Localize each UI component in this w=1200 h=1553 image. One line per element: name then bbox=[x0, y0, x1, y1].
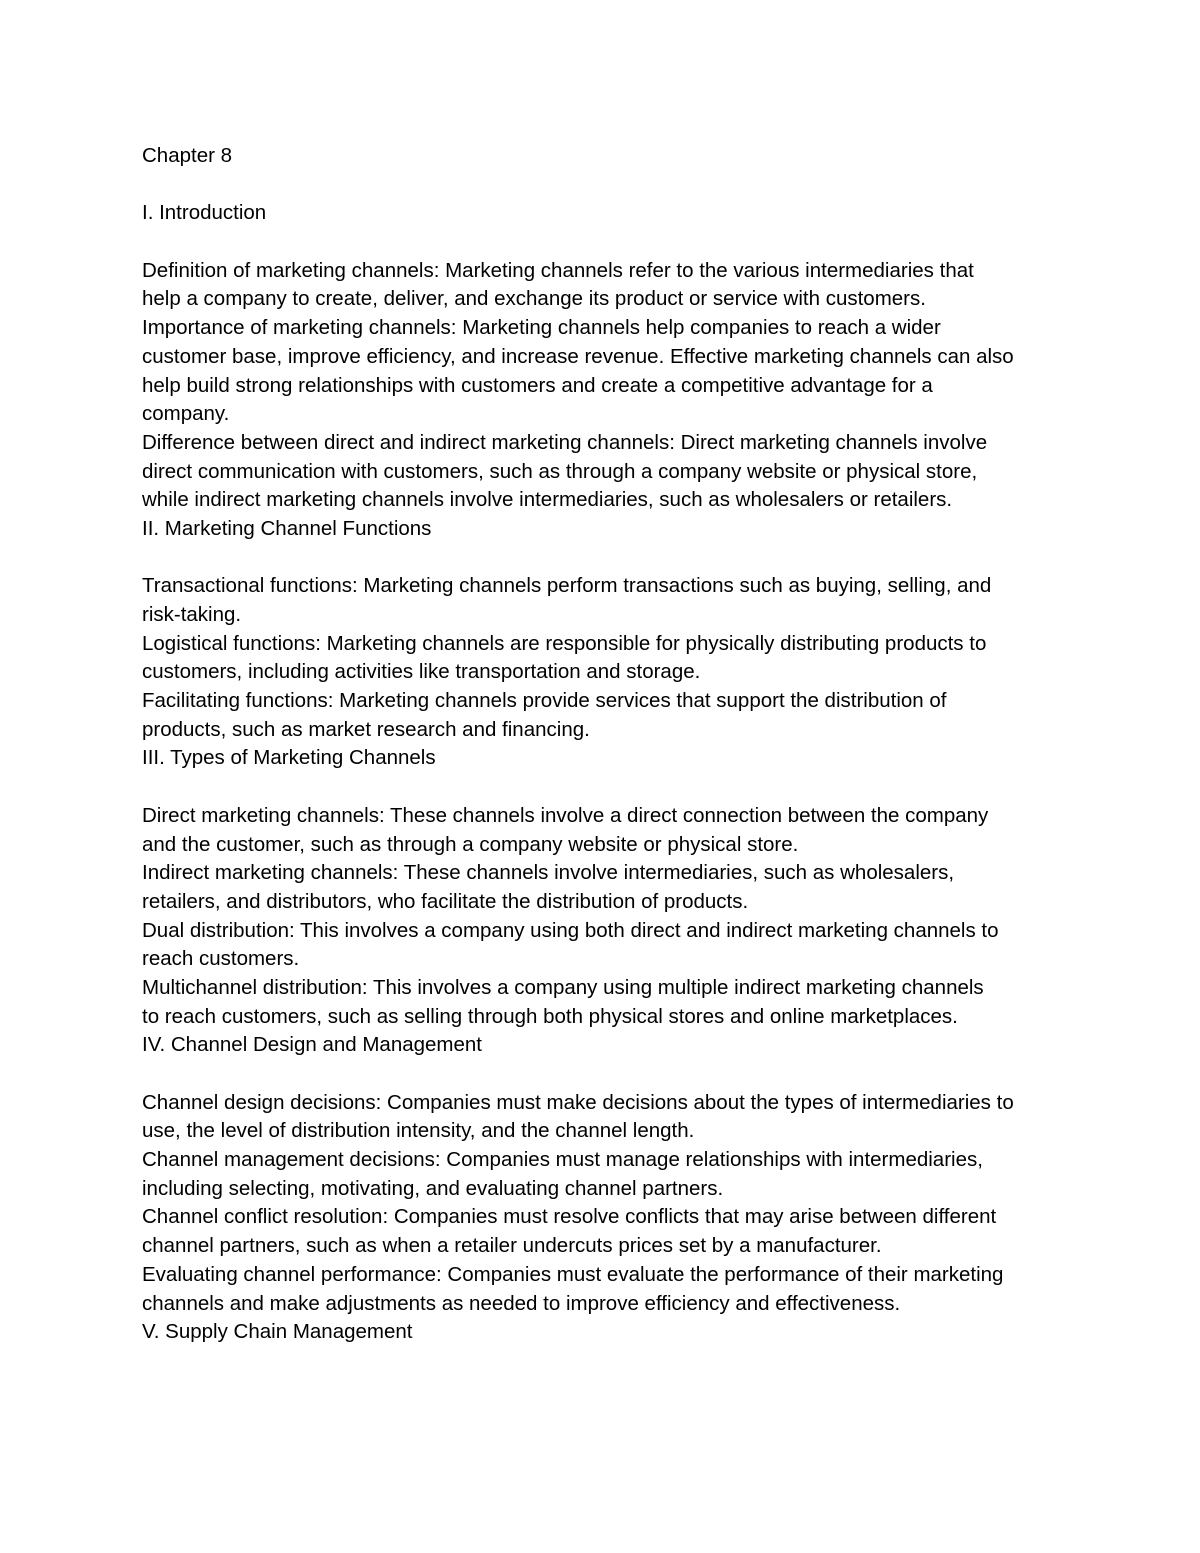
paragraph-line: help build strong relationships with customers and create a competitive advantage for a bbox=[142, 373, 933, 397]
logistical-functions bbox=[142, 630, 1072, 687]
paragraph-line: Evaluating channel performance: Companies must evaluate the performance of their marketing bbox=[142, 1262, 1004, 1286]
paragraph-line: Facilitating functions: Marketing channels provide services that support the distribution of bbox=[142, 689, 947, 713]
channel-design-decisions bbox=[142, 1089, 1072, 1146]
multichannel-distribution bbox=[142, 974, 1072, 1031]
heading-text: I. Introduction bbox=[142, 201, 267, 225]
dual-distribution bbox=[142, 917, 1072, 974]
heading-text: IV. Channel Design and Management bbox=[142, 1033, 483, 1057]
paragraph-line: Multichannel distribution: This involves a company using multiple indirect marketing channels bbox=[142, 975, 984, 999]
paragraph-line: retailers, and distributors, who facilitate the distribution of products. bbox=[142, 889, 749, 913]
definition-of-marketing-channels bbox=[142, 257, 1072, 314]
paragraph-line: Definition of marketing channels: Marketing channels refer to the various intermediaries that bbox=[142, 258, 974, 282]
section-heading-channel-design-and-management bbox=[142, 1031, 1072, 1060]
evaluating-channel-performance bbox=[142, 1261, 1072, 1318]
paragraph-line: Importance of marketing channels: Marketing channels help companies to reach a wider bbox=[142, 316, 941, 340]
paragraph-line: and the customer, such as through a company website or physical store. bbox=[142, 832, 799, 856]
section-heading-supply-chain-management bbox=[142, 1318, 1072, 1347]
transactional-functions bbox=[142, 572, 1072, 629]
heading-text: III. Types of Marketing Channels bbox=[142, 746, 436, 770]
paragraph-line: risk-taking. bbox=[142, 603, 242, 626]
paragraph-line: products, such as market research and financing. bbox=[142, 717, 590, 741]
paragraph-line: Channel management decisions: Companies must manage relationships with intermediaries, bbox=[142, 1148, 983, 1172]
blank-line bbox=[142, 1060, 1072, 1089]
indirect-marketing-channels bbox=[142, 859, 1072, 916]
paragraph-line: channels and make adjustments as needed to improve efficiency and effectiveness. bbox=[142, 1291, 901, 1315]
difference-direct-indirect bbox=[142, 429, 1072, 515]
paragraph-line: Channel design decisions: Companies must make decisions about the types of intermediaries to bbox=[142, 1090, 1014, 1114]
heading-text: Chapter 8 bbox=[142, 144, 233, 167]
paragraph-line: to reach customers, such as selling through both physical stores and online marketplaces. bbox=[142, 1004, 958, 1028]
section-heading-introduction bbox=[142, 199, 1072, 228]
direct-marketing-channels bbox=[142, 802, 1072, 859]
paragraph-line: customers, including activities like transportation and storage. bbox=[142, 660, 701, 684]
paragraph-line: Direct marketing channels: These channels involve a direct connection between the company bbox=[142, 803, 989, 827]
chapter-title bbox=[142, 142, 1072, 171]
paragraph-line: customer base, improve efficiency, and increase revenue. Effective marketing channels can also bbox=[142, 344, 1014, 368]
blank-line bbox=[142, 171, 1072, 200]
heading-text: V. Supply Chain Management bbox=[142, 1320, 413, 1344]
paragraph-line: help a company to create, deliver, and exchange its product or service with customers. bbox=[142, 287, 926, 311]
importance-of-marketing-channels bbox=[142, 314, 1072, 429]
paragraph-line: Transactional functions: Marketing channels perform transactions such as buying, selling, and bbox=[142, 574, 992, 598]
paragraph-line: direct communication with customers, such as through a company website or physical store, bbox=[142, 459, 978, 483]
section-heading-marketing-channel-functions bbox=[142, 515, 1072, 544]
paragraph-line: use, the level of distribution intensity, and the channel length. bbox=[142, 1119, 695, 1143]
channel-management-decisions bbox=[142, 1146, 1072, 1203]
paragraph-line: Difference between direct and indirect marketing channels: Direct marketing channels involve bbox=[142, 430, 988, 454]
paragraph-line: Logistical functions: Marketing channels are responsible for physically distributing products to bbox=[142, 631, 987, 655]
blank-line bbox=[142, 544, 1072, 573]
blank-line bbox=[142, 228, 1072, 257]
paragraph-line: while indirect marketing channels involve intermediaries, such as wholesalers or retailers. bbox=[142, 488, 953, 512]
paragraph-line: including selecting, motivating, and evaluating channel partners. bbox=[142, 1176, 724, 1200]
channel-conflict-resolution bbox=[142, 1203, 1072, 1260]
paragraph-line: channel partners, such as when a retailer undercuts prices set by a manufacturer. bbox=[142, 1234, 882, 1258]
facilitating-functions bbox=[142, 687, 1072, 744]
paragraph-line: Channel conflict resolution: Companies must resolve conflicts that may arise between different bbox=[142, 1205, 997, 1229]
paragraph-line: Indirect marketing channels: These channels involve intermediaries, such as wholesalers, bbox=[142, 861, 955, 885]
heading-text: II. Marketing Channel Functions bbox=[142, 516, 432, 540]
blank-line bbox=[142, 773, 1072, 802]
document-body bbox=[142, 142, 1072, 1347]
section-heading-types-of-marketing-channels bbox=[142, 744, 1072, 773]
paragraph-line: company. bbox=[142, 402, 230, 426]
paragraph-line: reach customers. bbox=[142, 947, 300, 971]
paragraph-line: Dual distribution: This involves a company using both direct and indirect marketing channels to bbox=[142, 918, 999, 942]
